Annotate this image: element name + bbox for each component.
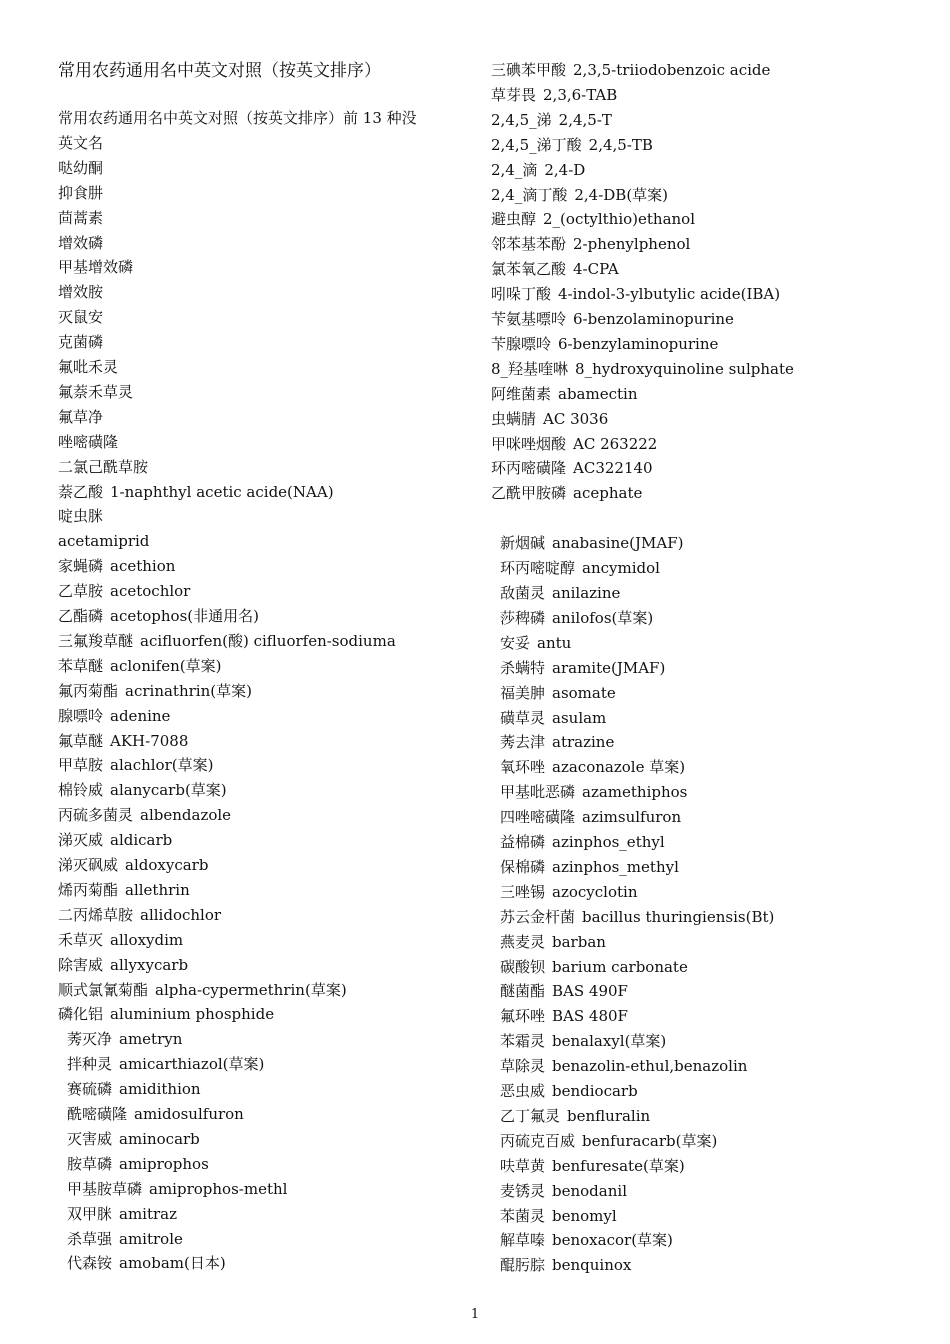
entry-chinese-name: 草芽畏 <box>491 85 537 104</box>
entry-chinese-name: 灭害威 <box>67 1129 113 1148</box>
entry-chinese-name: 茴蒿素 <box>58 208 104 227</box>
entry-chinese-name: 英文名 <box>58 133 104 152</box>
glossary-entry <box>58 133 110 153</box>
entry-english-name: acifluorfen(酸) cifluorfen-sodiuma <box>140 631 396 650</box>
glossary-entry <box>58 382 140 402</box>
glossary-entry <box>491 1031 666 1051</box>
entry-english-name: 4-indol-3-ylbutylic acide(IBA) <box>558 285 781 304</box>
glossary-entry <box>58 805 231 825</box>
entry-english-name: 6-benzolaminopurine <box>573 310 734 328</box>
entry-chinese-name: 苄氨基嘌呤 <box>491 310 567 328</box>
glossary-entry <box>58 1154 209 1174</box>
entry-chinese-name: 甲基胺草磷 <box>67 1179 143 1198</box>
entry-english-name: benazolin-ethul,benazolin <box>552 1057 748 1076</box>
glossary-entry <box>58 755 213 775</box>
glossary-entry <box>58 1029 182 1049</box>
glossary-entry <box>58 482 334 502</box>
entry-chinese-name: 杀草强 <box>67 1229 113 1248</box>
entry-chinese-name: 二丙烯草胺 <box>58 905 134 924</box>
entry-english-name: BAS 490F <box>552 982 628 1001</box>
entry-chinese-name: 环丙嘧磺隆 <box>491 459 567 478</box>
glossary-entry <box>58 208 110 228</box>
glossary-entry <box>491 932 606 952</box>
entry-chinese-name: 醚菌酯 <box>500 982 546 1001</box>
entry-chinese-name: 苏云金杆菌 <box>500 907 576 926</box>
glossary-entry <box>491 583 620 603</box>
entry-english-name: AC 263222 <box>573 434 658 453</box>
glossary-entry <box>491 185 668 205</box>
entry-chinese-name: 邻苯基苯酚 <box>491 235 567 254</box>
entry-chinese-name: 乙酰甲胺磷 <box>491 484 567 503</box>
entry-english-name: benquinox <box>552 1256 632 1275</box>
glossary-entry <box>491 209 695 229</box>
entry-english-name: 6-benzylaminopurine <box>558 334 719 353</box>
entry-chinese-name: 2,4_滴丁酸 <box>491 185 568 204</box>
entry-english-name: 2,4,5-T <box>558 110 612 129</box>
glossary-entry <box>491 135 653 155</box>
entry-english-name: atrazine <box>552 733 615 752</box>
entry-chinese-name: 2,4,5_涕丁酸 <box>491 135 582 154</box>
entry-chinese-name: 8_羟基喹啉 <box>491 359 569 378</box>
glossary-entry <box>58 531 149 551</box>
entry-chinese-name: 萘乙酸 <box>58 482 104 501</box>
glossary-entry <box>491 359 794 379</box>
glossary-entry <box>58 432 125 452</box>
entry-english-name: acrinathrin(草案) <box>125 681 252 700</box>
glossary-entry <box>58 1253 226 1273</box>
glossary-entry <box>58 506 110 526</box>
entry-english-name: azinphos_ethyl <box>552 833 665 851</box>
glossary-entry <box>58 1054 264 1074</box>
entry-english-name: albendazole <box>140 806 232 825</box>
entry-chinese-name: 禾草灭 <box>58 930 104 949</box>
glossary-entry <box>491 1106 650 1126</box>
glossary-entry <box>58 656 221 676</box>
entry-english-name: 2,4-DB(草案) <box>574 185 669 204</box>
glossary-entry <box>58 681 252 701</box>
entry-english-name: ancymidol <box>582 559 660 578</box>
entry-chinese-name: 增效磷 <box>58 233 104 252</box>
glossary-entry <box>58 556 175 576</box>
entry-english-name: 8_hydroxyquinoline sulphate <box>575 359 794 378</box>
entry-english-name: alpha-cypermethrin(草案) <box>155 980 347 999</box>
entry-chinese-name: 甲基增效磷 <box>58 258 134 277</box>
entry-english-name: 2,3,5-triiodobenzoic acide <box>573 61 771 79</box>
entry-english-name: amidosulfuron <box>134 1105 244 1123</box>
entry-english-name: amiprophos <box>119 1154 209 1173</box>
entry-english-name: AKH-7088 <box>110 731 189 750</box>
entry-english-name: benalaxyl(草案) <box>552 1032 667 1051</box>
glossary-entry <box>58 780 227 800</box>
entry-chinese-name: 益棉磷 <box>500 833 546 851</box>
entry-english-name: BAS 480F <box>552 1007 628 1026</box>
glossary-entry <box>491 458 653 478</box>
entry-chinese-name: 丙硫多菌灵 <box>58 806 134 825</box>
entry-chinese-name: 甲咪唑烟酸 <box>491 434 567 453</box>
glossary-entry <box>58 606 259 626</box>
entry-chinese-name: 哒幼酮 <box>58 158 104 177</box>
entry-chinese-name: 氟吡禾灵 <box>58 358 119 376</box>
glossary-entry <box>491 1156 685 1176</box>
entry-english-name: 2_(octylthio)ethanol <box>543 210 696 229</box>
entry-chinese-name: 腺嘌呤 <box>58 706 104 725</box>
entry-chinese-name: 恶虫威 <box>500 1082 546 1100</box>
glossary-entry <box>491 1255 631 1275</box>
glossary-entry <box>491 160 585 180</box>
entry-chinese-name: 磺草灵 <box>500 708 546 727</box>
entry-chinese-name: 解草嗪 <box>500 1231 546 1250</box>
glossary-entry <box>491 807 681 827</box>
entry-english-name: 2,4-D <box>544 160 586 179</box>
glossary-entry <box>58 1204 177 1224</box>
glossary-entry <box>58 457 155 477</box>
entry-english-name: aldoxycarb <box>125 856 209 874</box>
entry-chinese-name: 涕灭威 <box>58 831 104 850</box>
entry-english-name: amitrole <box>119 1229 183 1248</box>
entry-chinese-name: 避虫醇 <box>491 210 537 229</box>
entry-chinese-name: 莠灭净 <box>67 1030 113 1049</box>
entry-english-name: azimsulfuron <box>582 808 682 827</box>
entry-chinese-name: 氟萘禾草灵 <box>58 382 134 401</box>
glossary-entry <box>58 631 396 651</box>
glossary-entry <box>491 558 660 578</box>
entry-chinese-name: 克菌磷 <box>58 333 104 352</box>
entry-english-name: azaconazole 草案) <box>552 758 686 777</box>
glossary-entry <box>58 1129 200 1149</box>
entry-english-name: benfuresate(草案) <box>552 1156 685 1175</box>
entry-chinese-name: 酰嘧磺隆 <box>67 1105 128 1123</box>
glossary-entry <box>58 1004 274 1024</box>
entry-chinese-name: 苄腺嘌呤 <box>491 334 552 353</box>
entry-english-name: barban <box>552 932 606 951</box>
entry-chinese-name: 敌菌灵 <box>500 584 546 602</box>
glossary-entry <box>58 183 110 203</box>
glossary-entry <box>491 1081 638 1101</box>
entry-chinese-name: 2,4_滴 <box>491 160 538 179</box>
glossary-entry <box>58 332 110 352</box>
glossary-entry <box>58 108 424 128</box>
entry-english-name: acetochlor <box>110 582 191 601</box>
entry-chinese-name: 三氟羧草醚 <box>58 631 134 650</box>
entry-english-name: abamectin <box>558 384 638 403</box>
glossary-entry <box>491 533 683 553</box>
entry-english-name: aramite(JMAF) <box>552 658 666 677</box>
glossary-entry <box>491 85 617 105</box>
entry-english-name: anilazine <box>552 584 621 602</box>
entry-english-name: benfluralin <box>567 1106 651 1125</box>
entry-chinese-name: 燕麦灵 <box>500 932 546 951</box>
glossary-entry <box>58 1179 287 1199</box>
entry-english-name: amobam(日本) <box>119 1254 226 1273</box>
entry-chinese-name: 磷化铝 <box>58 1005 104 1024</box>
entry-chinese-name: 四唑嘧磺隆 <box>500 808 576 827</box>
entry-chinese-name: 新烟碱 <box>500 534 546 553</box>
entry-english-name: acephate <box>573 484 643 503</box>
glossary-entry <box>491 1056 747 1076</box>
glossary-entry <box>491 981 628 1001</box>
entry-english-name: 2,3,6-TAB <box>543 85 618 104</box>
entry-chinese-name: 苯草醚 <box>58 656 104 675</box>
entry-chinese-name: 福美胂 <box>500 683 546 702</box>
entry-english-name: azinphos_methyl <box>552 857 679 876</box>
glossary-entry <box>491 483 642 503</box>
entry-chinese-name: 二氯己酰草胺 <box>58 457 149 476</box>
glossary-entry <box>491 957 688 977</box>
glossary-entry <box>58 731 188 751</box>
entry-english-name: anilofos(草案) <box>552 608 654 627</box>
glossary-entry <box>58 930 183 950</box>
entry-english-name: azocyclotin <box>552 882 638 901</box>
entry-chinese-name: 胺草磷 <box>67 1154 113 1173</box>
entry-chinese-name: 莠去津 <box>500 733 546 752</box>
entry-english-name: benoxacor(草案) <box>552 1231 673 1250</box>
glossary-entry <box>58 880 190 900</box>
entry-english-name: benodanil <box>552 1181 627 1200</box>
entry-chinese-name: 氟草醚 <box>58 731 104 750</box>
entry-chinese-name: 唑嘧磺隆 <box>58 432 119 451</box>
entry-english-name: azamethiphos <box>582 783 688 802</box>
glossary-entry <box>58 980 347 1000</box>
glossary-entry <box>491 608 653 628</box>
entry-chinese-name: 醌肟腙 <box>500 1256 546 1275</box>
entry-chinese-name: 乙草胺 <box>58 582 104 601</box>
entry-chinese-name: 啶虫脒 <box>58 507 104 526</box>
entry-english-name: allidochlor <box>140 905 222 924</box>
entry-chinese-name: 烯丙菊酯 <box>58 880 119 899</box>
glossary-entry <box>58 158 110 178</box>
entry-chinese-name: 三碘苯甲酸 <box>491 61 567 79</box>
entry-english-name: amitraz <box>119 1204 178 1223</box>
entry-chinese-name: 棉铃威 <box>58 781 104 800</box>
entry-chinese-name: 甲基吡恶磷 <box>500 783 576 802</box>
entry-chinese-name: 乙酯磷 <box>58 607 104 625</box>
glossary-entry <box>491 658 665 678</box>
entry-chinese-name: 草除灵 <box>500 1057 546 1076</box>
entry-chinese-name: 保棉磷 <box>500 857 546 876</box>
entry-chinese-name: 赛硫磷 <box>67 1080 113 1099</box>
entry-english-name: bendiocarb <box>552 1082 638 1100</box>
glossary-entry <box>58 1079 201 1099</box>
entry-chinese-name: 环丙嘧啶醇 <box>500 559 576 578</box>
entry-chinese-name: 三唑锡 <box>500 882 546 901</box>
entry-english-name: benomyl <box>552 1206 617 1225</box>
entry-english-name: asulam <box>552 708 607 727</box>
entry-chinese-name: 拌种灵 <box>67 1055 113 1074</box>
glossary-entry <box>491 857 679 877</box>
entry-english-name: amidithion <box>119 1080 201 1099</box>
glossary-entry <box>491 683 616 703</box>
glossary-entry <box>491 708 606 728</box>
entry-english-name: barium carbonate <box>552 957 688 976</box>
glossary-entry <box>58 282 110 302</box>
document-title: 常用农药通用名中英文对照（按英文排序） <box>58 61 381 81</box>
entry-chinese-name: 双甲脒 <box>67 1204 113 1223</box>
glossary-entry <box>491 259 619 279</box>
glossary-entry <box>58 1229 183 1249</box>
entry-chinese-name: 乙丁氟灵 <box>500 1106 561 1125</box>
entry-chinese-name: 莎稗磷 <box>500 608 546 627</box>
entry-english-name: aminocarb <box>119 1129 200 1148</box>
entry-chinese-name: 阿维菌素 <box>491 384 552 403</box>
entry-chinese-name: 除害威 <box>58 955 104 974</box>
entry-chinese-name: 虫螨腈 <box>491 409 537 428</box>
entry-english-name: 2,4,5-TB <box>588 135 653 154</box>
entry-english-name: benfuracarb(草案) <box>582 1131 718 1150</box>
glossary-entry <box>491 782 687 802</box>
entry-chinese-name: 灭鼠安 <box>58 308 104 327</box>
entry-english-name: 2-phenylphenol <box>573 235 691 254</box>
glossary-entry <box>491 309 734 329</box>
glossary-entry <box>491 1206 617 1226</box>
entry-english-name: asomate <box>552 683 616 702</box>
entry-chinese-name: 碳酸钡 <box>500 957 546 976</box>
entry-chinese-name: 氯苯氧乙酸 <box>491 260 567 279</box>
glossary-entry <box>58 1104 244 1124</box>
entry-english-name: acetophos(非通用名) <box>110 607 259 625</box>
glossary-entry <box>58 357 125 377</box>
glossary-entry <box>491 882 637 902</box>
entry-chinese-name: 安妥 <box>500 633 531 652</box>
glossary-entry <box>58 407 110 427</box>
entry-english-name: adenine <box>110 706 171 725</box>
glossary-entry <box>491 384 638 404</box>
glossary-entry <box>491 284 780 304</box>
entry-chinese-name: 杀螨特 <box>500 658 546 677</box>
glossary-entry <box>491 234 690 254</box>
entry-english-name: bacillus thuringiensis(Bt) <box>582 907 775 926</box>
glossary-entry <box>58 830 172 850</box>
entry-chinese-name: 氟丙菊酯 <box>58 681 119 700</box>
entry-chinese-name: 氟草净 <box>58 407 104 426</box>
glossary-entry <box>491 1181 627 1201</box>
glossary-entry <box>58 905 221 925</box>
entry-chinese-name: 氟环唑 <box>500 1007 546 1026</box>
entry-english-name: alanycarb(草案) <box>110 781 227 800</box>
entry-chinese-name: 顺式氯氰菊酯 <box>58 980 149 999</box>
glossary-entry <box>491 1006 628 1026</box>
entry-english-name: allethrin <box>125 880 190 899</box>
entry-english-name: amiprophos-methl <box>149 1179 288 1198</box>
glossary-entry <box>491 60 770 80</box>
entry-chinese-name: 2,4,5_涕 <box>491 110 552 129</box>
glossary-entry <box>491 757 685 777</box>
glossary-entry <box>58 581 190 601</box>
glossary-entry <box>491 907 774 927</box>
glossary-entry <box>491 1131 717 1151</box>
entry-chinese-name: 增效胺 <box>58 283 104 302</box>
entry-english-name: acetamiprid <box>58 532 150 551</box>
entry-chinese-name: 抑食肼 <box>58 183 104 202</box>
entry-english-name: amicarthiazol(草案) <box>119 1055 265 1074</box>
entry-chinese-name: 吲哚丁酸 <box>491 285 552 304</box>
entry-english-name: aclonifen(草案) <box>110 656 222 675</box>
glossary-entry <box>491 732 614 752</box>
entry-chinese-name: 家蝇磷 <box>58 557 104 576</box>
glossary-entry <box>58 855 208 875</box>
entry-english-name: allyxycarb <box>110 955 189 974</box>
entry-english-name: 1-naphthyl acetic acide(NAA) <box>110 482 334 501</box>
entry-english-name: alachlor(草案) <box>110 756 214 775</box>
glossary-entry <box>491 832 665 852</box>
entry-english-name: aldicarb <box>110 831 173 850</box>
glossary-entry <box>491 1230 673 1250</box>
entry-english-name: alloxydim <box>110 930 184 949</box>
entry-chinese-name: 丙硫克百威 <box>500 1131 576 1150</box>
entry-english-name: ametryn <box>119 1030 183 1049</box>
glossary-entry <box>58 307 110 327</box>
entry-english-name: AC 3036 <box>543 409 609 428</box>
glossary-entry <box>491 434 657 454</box>
entry-english-name: antu <box>537 633 572 652</box>
glossary-entry <box>58 706 170 726</box>
entry-chinese-name: 常用农药通用名中英文对照（按英文排序）前 13 种没 <box>58 109 417 127</box>
entry-chinese-name: 涕灭砜威 <box>58 856 119 874</box>
entry-chinese-name: 苯霜灵 <box>500 1032 546 1051</box>
page-number: 1 <box>470 1307 480 1322</box>
entry-chinese-name: 氧环唑 <box>500 758 546 777</box>
entry-chinese-name: 麦锈灵 <box>500 1181 546 1200</box>
entry-english-name: anabasine(JMAF) <box>552 534 684 553</box>
entry-english-name: acethion <box>110 557 176 576</box>
glossary-entry <box>491 633 571 653</box>
entry-chinese-name: 代森铵 <box>67 1254 113 1273</box>
glossary-entry <box>491 334 718 354</box>
entry-english-name: AC322140 <box>573 459 653 478</box>
entry-english-name: aluminium phosphide <box>110 1005 275 1024</box>
entry-english-name: 4-CPA <box>573 260 619 279</box>
glossary-entry <box>58 233 110 253</box>
glossary-entry <box>491 110 612 130</box>
entry-chinese-name: 苯菌灵 <box>500 1206 546 1225</box>
glossary-entry <box>58 257 140 277</box>
entry-chinese-name: 甲草胺 <box>58 756 104 775</box>
glossary-entry <box>491 409 608 429</box>
glossary-entry <box>58 955 188 975</box>
entry-chinese-name: 呋草黄 <box>500 1156 546 1175</box>
